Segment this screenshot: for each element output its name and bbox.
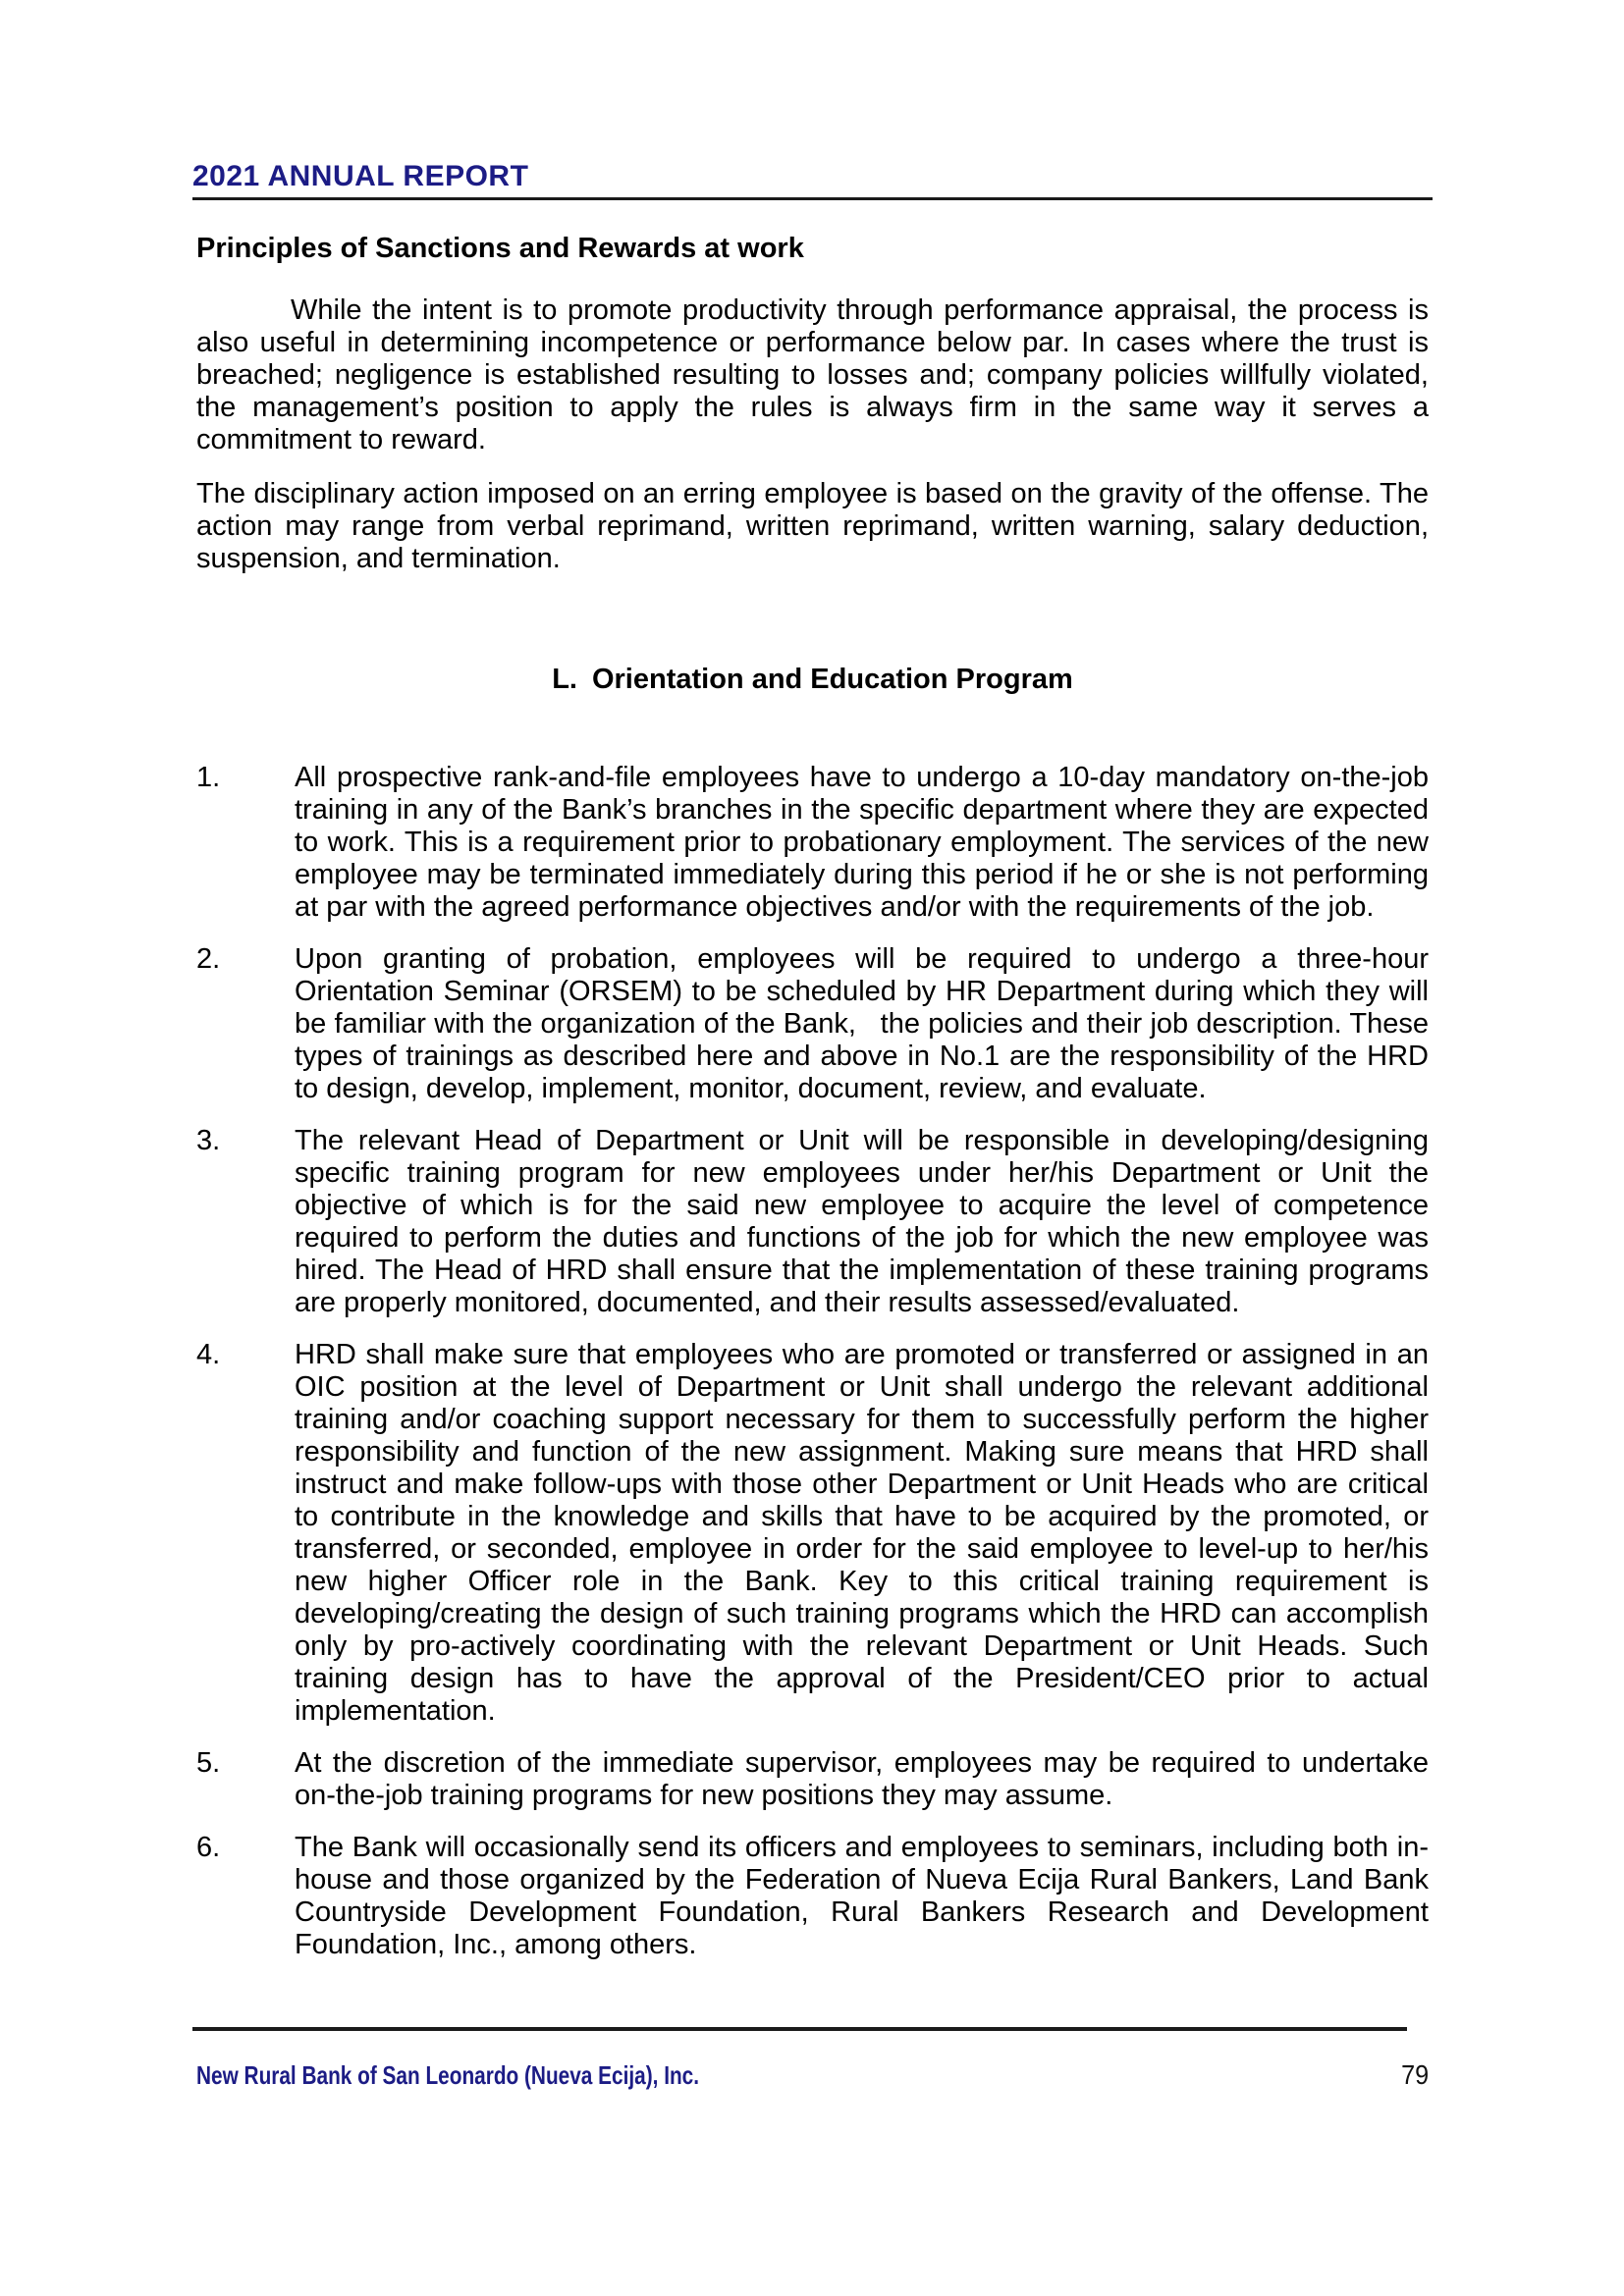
list-item [196,1125,1429,1319]
list-item [196,1339,1429,1728]
list-item [196,1832,1429,1961]
item-number: 5. [196,1747,221,1779]
sanctions-paragraph-intro: While the intent is to promote productivity through performance appraisal, the process is also useful in determining incompetence or performance below par. In cases where the trust is breached; negligence is established resulting to losses and; company policies willfully violated, the management’s position to apply the rules is always firm in the same way it serves a commitment to reward. [196,294,1429,455]
item-text: The relevant Head of Department or Unit will be responsible in developing/designing specific training program for new employees under her/his Department or Unit the objective of which is for the said new employee to acquire the level of competence required to perform the duties and functions of the job for which the new employee was hired. The Head of HRD shall ensure that the implementation of these training programs are properly monitored, documented, and their results assessed/evaluated. [295,1125,1429,1318]
page-header [192,160,1433,200]
program-heading-label: L. [552,664,577,695]
item-text: Upon granting of probation, employees will be required to undergo a three-hour Orientation Seminar (ORSEM) to be scheduled by HR Department during which they will be familiar with the organization of the Bank, the policies and their job description. These types of trainings as described here and above in No.1 are the responsibility of the HRD to design, develop, implement, monitor, document, review, and evaluate. [295,943,1429,1104]
list-item [196,762,1429,924]
item-number: 1. [196,762,221,793]
item-text: The Bank will occasionally send its officers and employees to seminars, including both in-house and those organized by the Federation of Nueva Ecija Rural Bankers, Land Bank Countryside Development Foundation, Rural Bankers Research and Development Foundation, Inc., among others. [295,1832,1429,1960]
footer-bank-name: New Rural Bank of San Leonardo (Nueva Ecija), Inc. [196,2060,700,2090]
item-text: HRD shall make sure that employees who are promoted or transferred or assigned in an OIC position at the level of Department or Unit shall undergo the relevant additional training and/or coaching support necessary for them to successfully perform the higher responsibility and function of the new assignment. Making sure means that HRD shall instruct and make follow-ups with those other Department or Unit Heads who are critical to contribute in the knowledge and skills that have to be acquired by the promoted, or transferred, or seconded, employee in order for the said employee to level-up to her/his new higher Officer role in the Bank. Key to this critical training requirement is developing/creating the design of such training programs which the HRD can accomplish only by pro-actively coordinating with the relevant Department or Unit Heads. Such training design has to have the approval of the President/CEO prior to actual implementation. [295,1339,1429,1727]
report-title: 2021 ANNUAL REPORT [192,160,529,192]
item-number: 4. [196,1339,221,1370]
item-number: 2. [196,943,221,975]
footer-page-number: 79 [1400,2059,1429,2090]
program-list [196,762,1429,1961]
footer-rule [192,2027,1407,2031]
sanctions-paragraph-discipline: The disciplinary action imposed on an erring employee is based on the gravity of the offense. The action may range from verbal reprimand, written reprimand, written warning, salary deduction, suspension, and termination. [196,478,1429,574]
list-item [196,1747,1429,1812]
sanctions-heading: Principles of Sanctions and Rewards at work [196,233,804,264]
item-text: At the discretion of the immediate supervisor, employees may be required to undertake on-the-job training programs for new positions they may assume. [295,1747,1429,1811]
page-content [196,233,1429,1961]
page-footer [196,2059,1429,2091]
list-item [196,943,1429,1105]
program-heading [196,664,1429,696]
item-number: 3. [196,1125,221,1156]
program-heading-title: Orientation and Education Program [591,664,1073,695]
item-text: All prospective rank-and-file employees have to undergo a 10-day mandatory on-the-job training in any of the Bank’s branches in the specific department where they are expected to work. This is a requirement prior to probationary employment. The services of the new employee may be terminated immediately during this period if he or she is not performing at par with the agreed performance objectives and/or with the requirements of the job. [295,762,1429,923]
item-number: 6. [196,1832,221,1863]
